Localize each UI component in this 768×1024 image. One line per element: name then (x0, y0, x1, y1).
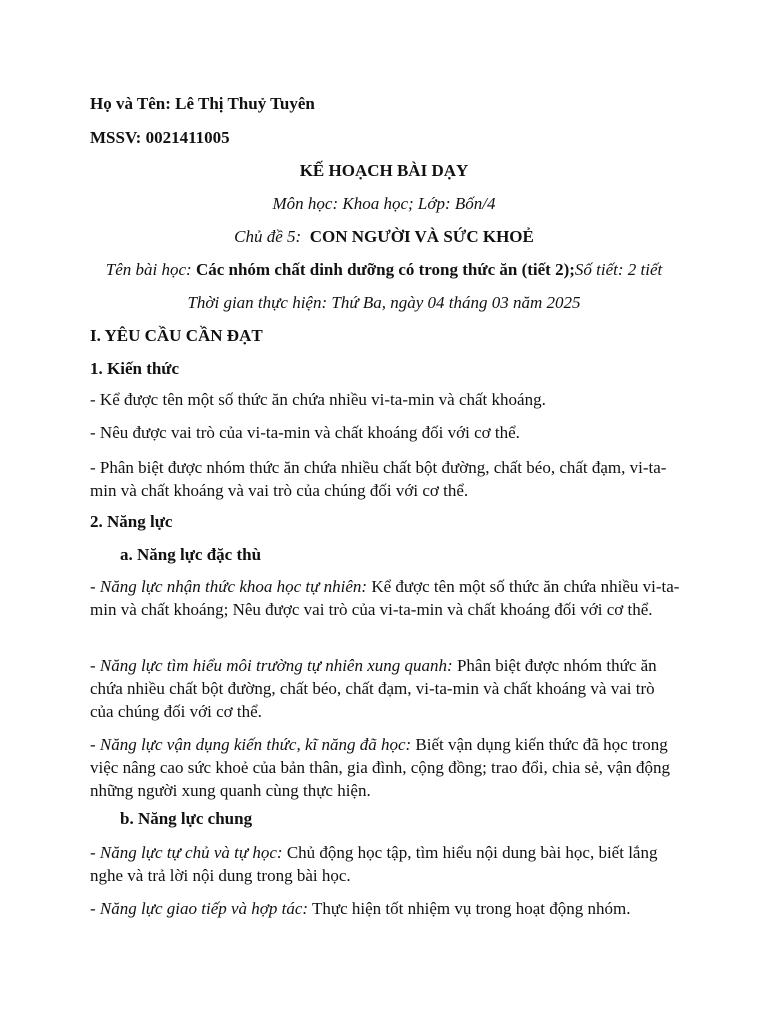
competence-text: Phân biệt được nhóm thức ăn chứa nhiều chất bột đường, chất béo, chất đạm, vi-ta-min và chất khoáng và vai trò của chúng đối với cơ thể. (90, 656, 657, 721)
student-id: MSSV: 0021411005 (90, 128, 230, 147)
topic-line (0, 226, 768, 248)
competence-label: - Năng lực tự chủ và tự học: (90, 843, 283, 862)
section-heading-requirements: I. YÊU CẦU CẦN ĐẠT (90, 326, 263, 345)
competence-label: - Năng lực tìm hiểu môi trường tự nhiên xung quanh: (90, 656, 453, 675)
lesson-title: Các nhóm chất dinh dưỡng có trong thức ăn (tiết 2); (195, 260, 575, 279)
time-line: Thời gian thực hiện: Thứ Ba, ngày 04 tháng 03 năm 2025 (187, 293, 581, 312)
subject-line: Môn học: Khoa học; Lớp: Bốn/4 (272, 194, 496, 213)
topic-value: CON NGƯỜI VÀ SỨC KHOẺ (309, 227, 534, 246)
lesson-periods: Số tiết: 2 tiết (574, 260, 663, 279)
competence-text: Kể được tên một số thức ăn chứa nhiều vi-ta-min và chất khoáng; Nêu được vai trò của vi-ta-min và chất khoáng đối với cơ thể. (90, 577, 680, 619)
competence-item (90, 575, 680, 621)
knowledge-item: - Phân biệt được nhóm thức ăn chứa nhiều chất bột đường, chất béo, chất đạm, vi-ta-min và chất khoáng và vai trò của chúng đối với cơ thể. (90, 458, 667, 500)
competence-item (90, 897, 680, 920)
general-competence-heading: b. Năng lực chung (120, 809, 253, 828)
competence-text: Chủ động học tập, tìm hiểu nội dung bài học, biết lắng nghe và trả lời nội dung trong bài học. (90, 843, 658, 885)
subsection-heading-knowledge: 1. Kiến thức (90, 359, 180, 378)
specific-competence-heading: a. Năng lực đặc thù (120, 545, 262, 564)
competence-item (90, 841, 680, 887)
student-name: Họ và Tên: Lê Thị Thuỷ Tuyên (90, 94, 315, 113)
subsection-heading-competence: 2. Năng lực (90, 512, 173, 531)
lesson-label: Tên bài học: (105, 260, 192, 279)
competence-label: - Năng lực giao tiếp và hợp tác: (90, 899, 309, 918)
knowledge-item: - Nêu được vai trò của vi-ta-min và chất khoáng đối với cơ thể. (90, 423, 520, 442)
competence-text: Thực hiện tốt nhiệm vụ trong hoạt động nhóm. (308, 899, 631, 918)
competence-label: - Năng lực nhận thức khoa học tự nhiên: (90, 577, 368, 596)
document-title: KẾ HOẠCH BÀI DẠY (299, 161, 469, 180)
competence-item (90, 733, 680, 802)
knowledge-item: - Kể được tên một số thức ăn chứa nhiều vi-ta-min và chất khoáng. (90, 390, 546, 409)
competence-item (90, 654, 680, 723)
lesson-line (0, 259, 768, 281)
competence-text: Biết vận dụng kiến thức đã học trong việc nâng cao sức khoẻ của bản thân, gia đình, cộng đồng; trao đổi, chia sẻ, vận động những người xung quanh cùng thực hiện. (90, 735, 670, 800)
competence-label: - Năng lực vận dụng kiến thức, kĩ năng đã học: (90, 735, 412, 754)
topic-label: Chủ đề 5: (234, 227, 302, 246)
